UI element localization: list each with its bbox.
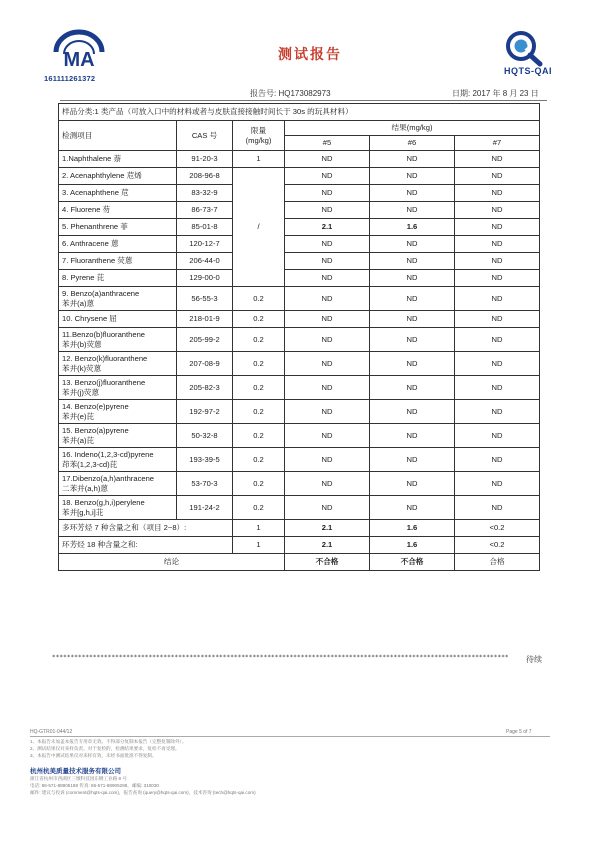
table-row (59, 287, 540, 311)
table-row (59, 328, 540, 352)
col-limit-header: 限量 (mg/kg) (233, 121, 285, 151)
result-r5: ND (285, 253, 370, 270)
result-r6: ND (370, 168, 455, 185)
conclusion-7: 合格 (455, 554, 540, 571)
table-row (59, 448, 540, 472)
sum-7-pah-row-5: 2.1 (285, 520, 370, 537)
item-name: 7. Fluoranthene 荧蒽 (59, 253, 177, 270)
report-date (452, 88, 539, 99)
item-name: 12. Benzo(k)fluoranthene 苯并(k)荧蒽 (59, 352, 177, 376)
result-r6: ND (370, 287, 455, 311)
continued-label: 待续 (526, 655, 542, 664)
item-name: 9. Benzo(a)anthracene 苯并(a)蒽 (59, 287, 177, 311)
result-r7: ND (455, 311, 540, 328)
result-r5: ND (285, 400, 370, 424)
table-row (59, 219, 540, 236)
cas-number: 129-00-0 (177, 270, 233, 287)
lab-brand-name: HQTS-QAI (504, 66, 552, 76)
table-row (59, 376, 540, 400)
page-number: Page 5 of 7 (506, 729, 532, 735)
footer-divider (30, 736, 550, 737)
sample-id-7: #7 (455, 136, 540, 151)
item-name: 16. Indeno(1,2,3-cd)pyrene 茚苯(1,2,3-cd)芘 (59, 448, 177, 472)
sum-18-pah-row-6: 1.6 (370, 537, 455, 554)
table-row (59, 151, 540, 168)
item-name: 6. Anthracene 蒽 (59, 236, 177, 253)
result-r6: ND (370, 151, 455, 168)
company-email: 邮件: 建议与投诉 (comment@hqts-qai.com)，报告查询 (query@hqts-qai.com)，技术咨询 (tech@hqts-qai.com) (30, 790, 256, 795)
result-r7: ND (455, 448, 540, 472)
table-row (59, 253, 540, 270)
cas-number: 208-96-8 (177, 168, 233, 185)
table-row (59, 472, 540, 496)
table-row (59, 352, 540, 376)
sum-18-pah-row-label: 环芳烃 18 种含量之和: (59, 537, 233, 554)
form-code: HQ-GTR01-044/12 (30, 729, 73, 735)
table-row (59, 185, 540, 202)
result-r7: ND (455, 202, 540, 219)
item-name: 11.Benzo(b)fluoranthene 苯并(b)荧蒽 (59, 328, 177, 352)
cas-number: 120-12-7 (177, 236, 233, 253)
result-r5: ND (285, 311, 370, 328)
cas-number: 53-70-3 (177, 472, 233, 496)
cas-number: 83-32-9 (177, 185, 233, 202)
cas-number: 218-01-9 (177, 311, 233, 328)
table-row (59, 496, 540, 520)
result-r5: ND (285, 424, 370, 448)
sum-7-pah-row-label: 多环芳烃 7 种含量之和（项目 2~8）: (59, 520, 233, 537)
result-r6: ND (370, 448, 455, 472)
result-r5: ND (285, 496, 370, 520)
conclusion-6: 不合格 (370, 554, 455, 571)
cas-number: 86-73-7 (177, 202, 233, 219)
limit-value: 0.2 (233, 496, 285, 520)
footer-note: 2、测试结果仅对来样负责。对于复检的，检测结果要求，复检不再受理。 (30, 746, 180, 751)
table-row (59, 168, 540, 185)
hqts-logo-icon (504, 29, 544, 67)
sum-7-pah-row-7: <0.2 (455, 520, 540, 537)
result-r6: ND (370, 270, 455, 287)
result-r6: ND (370, 352, 455, 376)
result-r5: ND (285, 270, 370, 287)
limit-value: 0.2 (233, 448, 285, 472)
limit-value: 1 (233, 151, 285, 168)
sum-7-pah-row-limit: 1 (233, 520, 285, 537)
result-r6: ND (370, 400, 455, 424)
result-r6: ND (370, 253, 455, 270)
result-r6: 1.6 (370, 219, 455, 236)
sum-18-pah-row (59, 537, 540, 554)
sample-category-row (59, 104, 540, 121)
item-name: 4. Fluorene 芴 (59, 202, 177, 219)
table-row (59, 311, 540, 328)
result-r7: ND (455, 151, 540, 168)
company-address: 浙江省杭州市西湖区三墩科技园东侧工业路 8 号 (30, 776, 127, 781)
result-r7: ND (455, 352, 540, 376)
col-cas-header: CAS 号 (177, 121, 233, 151)
result-r6: ND (370, 376, 455, 400)
item-name: 14. Benzo(e)pyrene 苯并(e)芘 (59, 400, 177, 424)
report-number-label: 报告号: (250, 89, 277, 98)
result-r7: ND (455, 168, 540, 185)
item-name: 10. Chrysene 屈 (59, 311, 177, 328)
sum-18-pah-row-7: <0.2 (455, 537, 540, 554)
item-name: 13. Benzo(j)fluoranthene 苯并(j)荧蒽 (59, 376, 177, 400)
table-row (59, 236, 540, 253)
result-r5: ND (285, 151, 370, 168)
sample-id-5: #5 (285, 136, 370, 151)
result-r5: ND (285, 185, 370, 202)
cas-number: 205-82-3 (177, 376, 233, 400)
report-title: 测试报告 (278, 46, 342, 62)
sample-id-6: #6 (370, 136, 455, 151)
result-r5: ND (285, 168, 370, 185)
cas-number: 193-39-5 (177, 448, 233, 472)
result-r7: ND (455, 253, 540, 270)
limit-value: 0.2 (233, 311, 285, 328)
cas-number: 206-44-0 (177, 253, 233, 270)
cas-number: 91-20-3 (177, 151, 233, 168)
result-r7: ND (455, 328, 540, 352)
conclusion-5: 不合格 (285, 554, 370, 571)
page-separator-stars: *************************************************************************************************************************** (52, 654, 509, 661)
header-divider (60, 100, 547, 101)
cas-number: 56-55-3 (177, 287, 233, 311)
result-r5: ND (285, 287, 370, 311)
cma-logo-text: MA (63, 49, 95, 71)
sum-7-pah-row-6: 1.6 (370, 520, 455, 537)
sum-18-pah-row-limit: 1 (233, 537, 285, 554)
result-r7: ND (455, 185, 540, 202)
table-row (59, 270, 540, 287)
limit-value: 0.2 (233, 328, 285, 352)
pah-results-table (58, 103, 540, 571)
limit-value: 0.2 (233, 376, 285, 400)
cma-certificate-number: 161111261372 (44, 74, 96, 83)
result-r7: ND (455, 424, 540, 448)
cas-number: 205-99-2 (177, 328, 233, 352)
item-name: 8. Pyrene 芘 (59, 270, 177, 287)
result-r5: ND (285, 236, 370, 253)
footer-note: 3、本报告中测试结果仅对来样有效，未经书面批准不得复制。 (30, 753, 157, 758)
result-r5: ND (285, 202, 370, 219)
sum-18-pah-row-5: 2.1 (285, 537, 370, 554)
result-r7: ND (455, 270, 540, 287)
cas-number: 191-24-2 (177, 496, 233, 520)
cma-logo (50, 28, 108, 72)
result-r6: ND (370, 202, 455, 219)
footer-note: 1、本报告未加盖本报告专用章无效。不得部分复制本报告（完整复制除外）。 (30, 739, 187, 744)
item-name: 1.Naphthalene 萘 (59, 151, 177, 168)
result-r5: ND (285, 376, 370, 400)
col-item-header: 检测项目 (59, 121, 177, 151)
report-date-value: 2017 年 8 月 23 日 (472, 89, 539, 98)
conclusion-row (59, 554, 540, 571)
cas-number: 50-32-8 (177, 424, 233, 448)
result-r6: ND (370, 472, 455, 496)
limit-value: 0.2 (233, 472, 285, 496)
table-row (59, 424, 540, 448)
result-r7: ND (455, 376, 540, 400)
result-r6: ND (370, 311, 455, 328)
result-r7: ND (455, 219, 540, 236)
result-r6: ND (370, 185, 455, 202)
result-r5: ND (285, 472, 370, 496)
result-r6: ND (370, 328, 455, 352)
cas-number: 85-01-8 (177, 219, 233, 236)
result-r5: ND (285, 352, 370, 376)
report-number-value: HQ173082973 (278, 89, 331, 98)
result-r7: ND (455, 287, 540, 311)
cas-number: 192-97-2 (177, 400, 233, 424)
result-r5: ND (285, 448, 370, 472)
result-r7: ND (455, 472, 540, 496)
result-r5: 2.1 (285, 219, 370, 236)
item-name: 5. Phenanthrene 菲 (59, 219, 177, 236)
limit-value: 0.2 (233, 424, 285, 448)
sum-7-pah-row (59, 520, 540, 537)
result-r7: ND (455, 236, 540, 253)
table-row (59, 202, 540, 219)
item-name: 3. Acenaphthene 苊 (59, 185, 177, 202)
limit-value: 0.2 (233, 352, 285, 376)
limit-value: 0.2 (233, 287, 285, 311)
cas-number: 207-08-9 (177, 352, 233, 376)
result-r7: ND (455, 496, 540, 520)
item-name: 2. Acenaphthylene 苊烯 (59, 168, 177, 185)
header-row (59, 121, 540, 136)
item-name: 18. Benzo(g,h,i)perylene 苯并[g,h,i]苝 (59, 496, 177, 520)
table-row (59, 400, 540, 424)
result-r5: ND (285, 328, 370, 352)
result-r6: ND (370, 424, 455, 448)
report-date-label: 日期: (452, 89, 471, 98)
result-r6: ND (370, 236, 455, 253)
item-name: 15. Benzo(a)pyrene 苯并(a)芘 (59, 424, 177, 448)
limit-value: 0.2 (233, 400, 285, 424)
company-phone: 电话: 86-571-88905188 传真: 86-571-88905288，邮编: 310030 (30, 783, 159, 788)
result-r7: ND (455, 400, 540, 424)
result-r6: ND (370, 496, 455, 520)
sample-category: 样品分类:1 类产品（可放入口中的材料或者与皮肤直接接触时间长于 30s 的玩具材料） (59, 104, 540, 121)
conclusion-label: 结论 (59, 554, 285, 571)
item-name: 17.Dibenzo(a,h)anthracene 二苯并(a,h)蒽 (59, 472, 177, 496)
group-limit: / (233, 168, 285, 287)
col-result-header: 结果(mg/kg) (285, 121, 540, 136)
report-number (250, 88, 331, 99)
company-name: 杭州杭美质量技术服务有限公司 (30, 768, 121, 775)
